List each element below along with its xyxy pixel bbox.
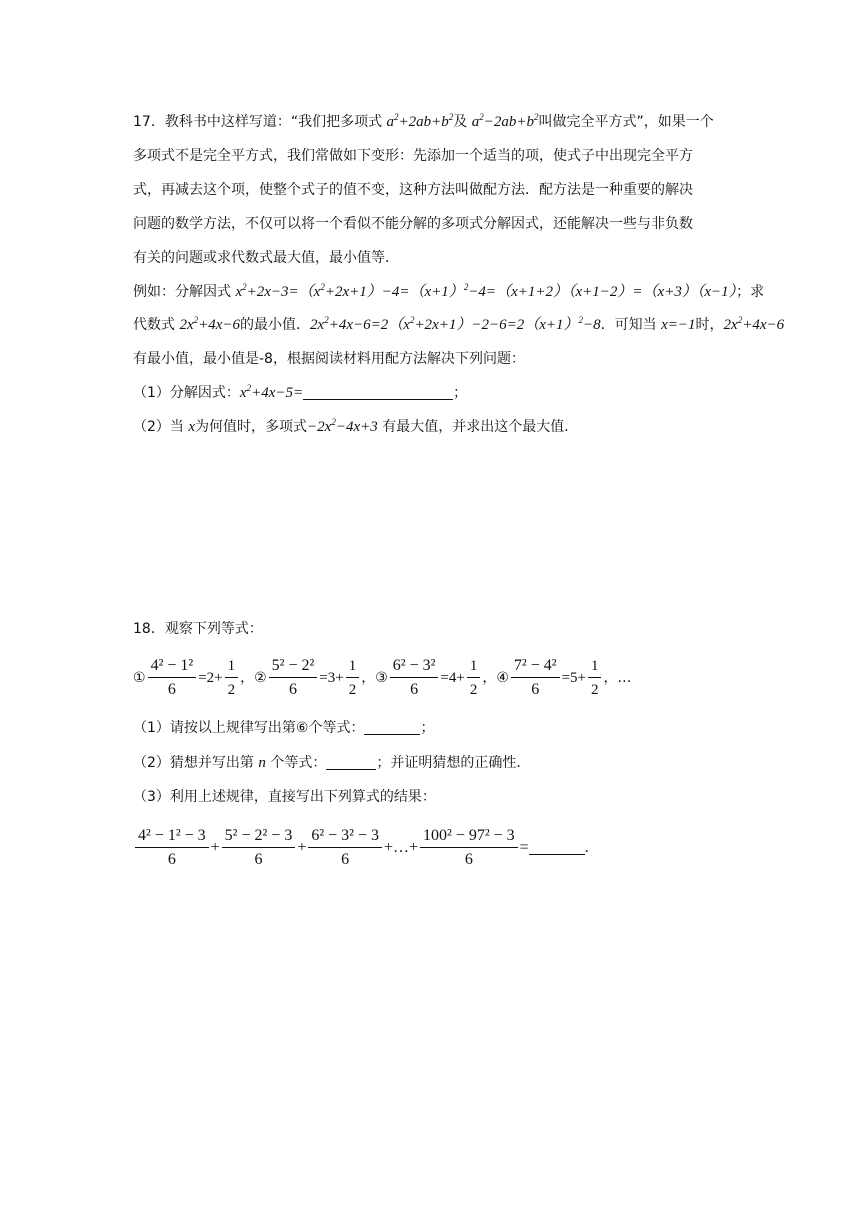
math-expr: $a^2-2ab+b^2$ [471, 112, 539, 130]
math-expr: $x^2+4x-5=$ [239, 383, 304, 401]
q18-sum-expression: $\frac{\text{4² − 1² − 3}}{6}$ + $\frac{\text{5² − 2² − 3}}{6}$ + $\frac{\text{6² − 3² − 3}}{6}$ +…+ $\frac{\text{100² − 97² − 3}}{6}$ = . [133, 826, 589, 870]
q18-text: （1）请按以上规律写出第⑥个等式： [133, 720, 365, 736]
q17-example-line-1 [133, 282, 764, 302]
q17-line-1 [133, 112, 714, 132]
q18-sub-1 [133, 718, 434, 738]
math-var: n [258, 755, 266, 771]
fraction: $\frac{1}{2}$ [225, 657, 239, 699]
math-var: x [188, 419, 196, 435]
q17-text: 时， [695, 317, 724, 333]
q18-equations: ① $\frac{\text{4² − 1²}}{6}$ =2+ $\frac{1}{2}$ ，② $\frac{\text{5² − 2²}}{6}$ =3+ $\frac{1}{2}$ ，③ $\frac{\text{6² − 3²}}{6}$ =4+ $\frac{1}{2}$ ，④ $\frac{\text{7² − 4²}}{6}$ =5+ $\frac{1}{2}$ ，… [133, 657, 632, 698]
q17-line-3: 式，再减去这个项，使整个式子的值不变，这种方法叫做配方法．配方法是一种重要的解决 [133, 182, 693, 198]
q17-text: ；求 [736, 284, 765, 300]
q17-line-2: 多项式不是完全平方式，我们常做如下变形：先添加一个适当的项，使式子中出现完全平方 [133, 148, 693, 164]
fraction: $\frac{\text{5² − 2²}}{6}$ [269, 657, 318, 699]
fraction: $\frac{\text{6² − 3² − 3}}{6}$ [308, 827, 382, 869]
answer-blank[interactable] [364, 734, 420, 735]
q17-text: ； [453, 385, 468, 401]
q17-text: 为何值时，多项式 [195, 419, 308, 435]
q18-sub-3: （3）利用上述规律，直接写出下列算式的结果： [133, 789, 436, 805]
q17-sub-1 [133, 383, 467, 403]
q18-sub-2 [133, 753, 530, 773]
math-expr: $x^2+2x-3=(x^2+2x+1)-4=(x+1)^2-4=(x+1+2)(x+1-2)=(x+3)(x-1)$ [235, 282, 737, 300]
math-expr: $-2x^2-4x+3$ [307, 417, 378, 435]
q17-text: 教科书中这样写道：“我们把多项式 [164, 114, 383, 130]
q17-text: 的最小值． [240, 317, 311, 333]
math-expr: $2x^2+4x-6=2(x^2+2x+1)-2-6=2(x+1)^2-8$ [310, 315, 601, 333]
math-expr: $2x^2+4x-6$ [179, 315, 241, 333]
q18-text: 个等式： [270, 755, 327, 771]
answer-blank[interactable] [529, 854, 585, 855]
q18-text: （2）猜想并写出第 [133, 755, 254, 771]
circle-number: ④ [496, 670, 509, 686]
q17-text: （2）当 [133, 419, 184, 435]
q17-text: 代数式 [133, 317, 175, 333]
circle-number: ① [133, 670, 146, 686]
q17-line-5: 有关的问题或求代数式最大值，最小值等． [133, 250, 399, 266]
q18-title: 18．观察下列等式： [133, 621, 263, 637]
fraction: $\frac{\text{4² − 1²}}{6}$ [148, 657, 197, 699]
q17-sub-2 [133, 417, 578, 437]
math-expr: $a^2+2ab+b^2$ [386, 112, 454, 130]
q17-text: 有最大值，并求出这个最大值． [382, 419, 579, 435]
fraction: $\frac{\text{6² − 3²}}{6}$ [390, 657, 439, 699]
q17-sub1-label: （1）分解因式： [133, 385, 240, 401]
q17-text: 叫做完全平方式”，如果一个 [538, 114, 714, 130]
q18-text: ；并证明猜想的正确性． [376, 755, 531, 771]
fraction: $\frac{\text{4² − 1² − 3}}{6}$ [135, 827, 209, 869]
q17-example-line-2 [133, 315, 784, 335]
math-expr: $2x^2+4x-6$ [723, 315, 785, 333]
q17-number: 17． [133, 114, 165, 130]
q17-text: ．可知当 [600, 317, 657, 333]
fraction: $\frac{\text{7² − 4²}}{6}$ [511, 657, 560, 699]
q17-example-line-3: 有最小值，最小值是-8，根据阅读材料用配方法解决下列问题： [133, 351, 525, 367]
fraction: $\frac{1}{2}$ [588, 657, 602, 699]
fraction: $\frac{\text{5² − 2² − 3}}{6}$ [222, 827, 296, 869]
fraction: $\frac{1}{2}$ [467, 657, 481, 699]
answer-blank[interactable] [303, 399, 453, 400]
answer-blank[interactable] [326, 769, 376, 770]
fraction: $\frac{\text{100² − 97² − 3}}{6}$ [420, 827, 518, 869]
math-expr: x=−1 [661, 317, 696, 333]
q18-text: ； [420, 720, 435, 736]
q17-text: 及 [453, 114, 468, 130]
circle-number: ② [254, 670, 267, 686]
q17-text: 例如：分解因式 [133, 284, 231, 300]
circle-number: ③ [375, 670, 388, 686]
q17-line-4: 问题的数学方法，不仅可以将一个看似不能分解的多项式分解因式，还能解决一些与非负数 [133, 216, 693, 232]
fraction: $\frac{1}{2}$ [346, 657, 360, 699]
